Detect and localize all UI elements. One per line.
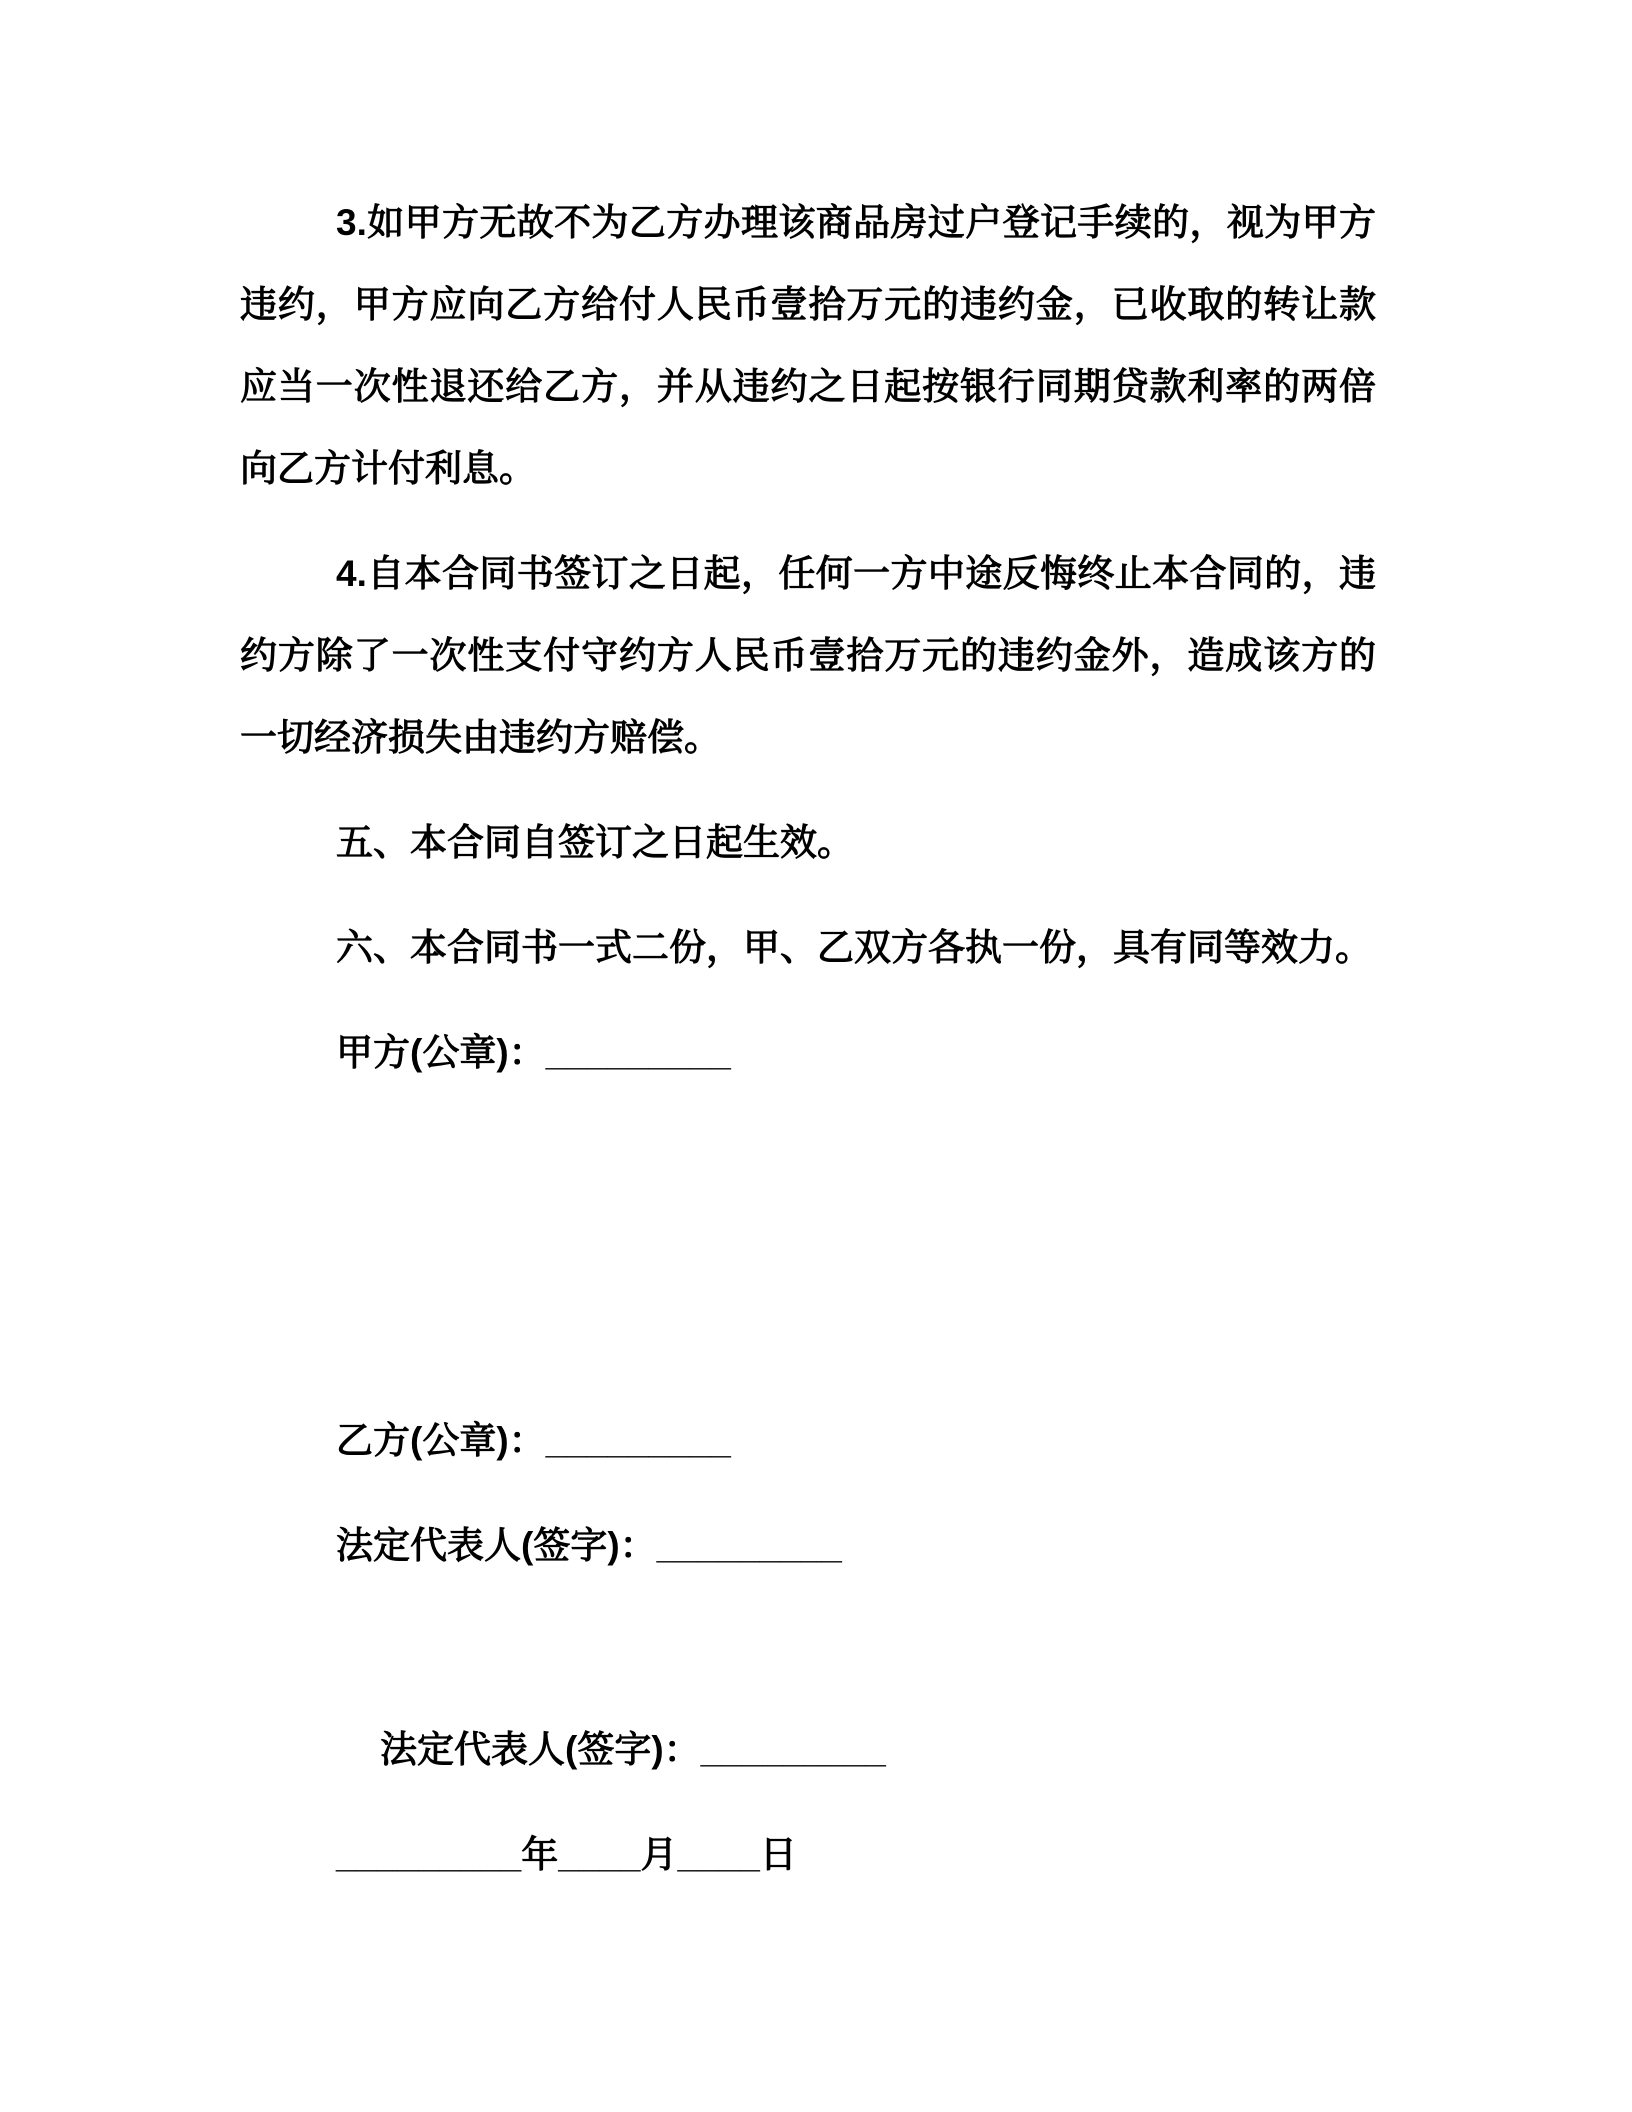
legal-rep-2-blank: _________: [700, 1729, 886, 1770]
date-day-label: 日: [759, 1834, 797, 1875]
clause-3-paragraph: 3.如甲方无故不为乙方办理该商品房过户登记手续的，视为甲方违约，甲方应向乙方给付人民币壹拾万元的违约金，已收取的转让款应当一次性退还给乙方，并从违约之日起按银行同期贷款利率的两倍向乙方计付利息。: [240, 202, 1376, 489]
legal-rep-sign-line-2: [240, 1709, 1376, 1791]
legal-rep-sign-line-1: [240, 1505, 1376, 1587]
clause-4-paragraph: 4.自本合同书签订之日起，任何一方中途反悔终止本合同的，违约方除了一次性支付守约方人民币壹拾万元的违约金外，造成该方的一切经济损失由违约方赔偿。: [240, 553, 1376, 758]
clause-5-paragraph: 五、本合同自签订之日起生效。: [336, 822, 854, 863]
party-a-seal-label: 甲方(公章)：: [336, 1032, 546, 1073]
party-b-seal-blank: _________: [545, 1420, 731, 1461]
party-a-seal-line: [240, 1012, 1376, 1094]
party-a-seal-blank: _________: [545, 1032, 731, 1073]
date-month-blank: ____: [558, 1834, 641, 1875]
legal-rep-1-blank: _________: [656, 1525, 842, 1566]
date-year-blank: _________: [336, 1834, 522, 1875]
legal-rep-1-label: 法定代表人(签字)：: [336, 1525, 657, 1566]
party-b-seal-line: [240, 1400, 1376, 1482]
date-day-blank: ____: [677, 1834, 760, 1875]
date-month-label: 月: [640, 1834, 678, 1875]
party-b-seal-label: 乙方(公章)：: [336, 1420, 546, 1461]
date-line: [240, 1814, 1376, 1896]
clause-6-paragraph: 六、本合同书一式二份，甲、乙双方各执一份，具有同等效力。: [336, 927, 1372, 968]
date-year-label: 年: [521, 1834, 559, 1875]
legal-rep-2-label: 法定代表人(签字)：: [380, 1729, 701, 1770]
